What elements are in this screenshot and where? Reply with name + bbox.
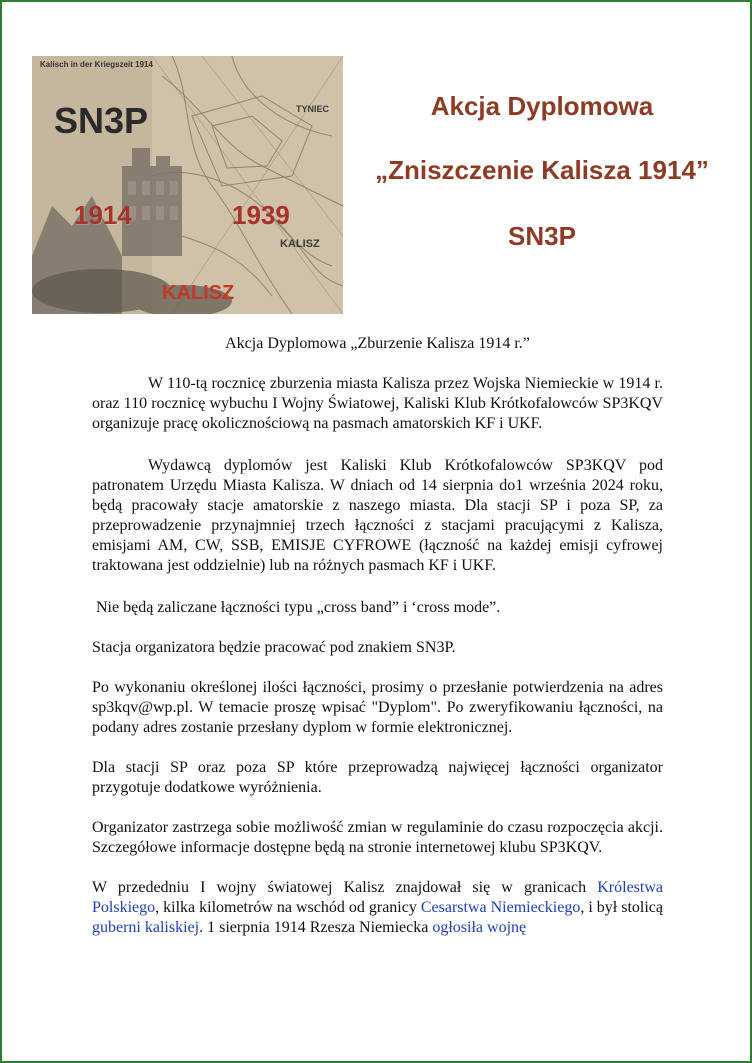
document-body	[92, 334, 663, 938]
banner-city-label: KALISZ	[162, 282, 235, 304]
banner-year-start: 1914	[74, 200, 132, 230]
history-text-3: , i był stolicą	[580, 899, 663, 916]
banner-callsign: SN3P	[54, 100, 149, 141]
map-collage-graphic	[32, 56, 343, 314]
header-banner-image	[32, 56, 343, 314]
document-heading: Akcja Dyplomowa „Zburzenie Kalisza 1914 r.”	[225, 335, 530, 352]
map-label-tyniec: TYNIEC	[296, 104, 330, 114]
link-gubernia-kaliska[interactable]: guberni kaliskiej	[92, 919, 200, 936]
paragraph-confirmation: Po wykonaniu określonej ilości łączności, prosimy o przesłanie potwierdzenia na adres sp3kqv@wp.pl. W temacie proszę wpisać "Dyplom". Po zweryfikowaniu łączności, na podany adres zostanie przesłany dyplom w formie elektronicznej.	[92, 679, 663, 736]
history-text-4: . 1 sierpnia 1914 Rzesza Niemiecka	[199, 919, 433, 936]
document-title-block	[342, 86, 742, 256]
paragraph-station: Stacja organizatora będzie pracować pod znakiem SN3P.	[92, 639, 456, 656]
title-line-2: „Zniszczenie Kalisza 1914”	[375, 155, 709, 185]
paragraph-rules-changes: Organizator zastrzega sobie możliwość zmian w regulaminie do czasu rozpoczęcia akcji. Szczegółowe informacje dostępne będą na stronie internetowej klubu SP3KQV.	[92, 819, 663, 856]
banner-caption: Kalisch in der Kriegszeit 1914	[40, 60, 153, 69]
paragraph-issuer: Wydawcą dyplomów jest Kaliski Klub Krótkofalowców SP3KQV pod patronatem Urzędu Miasta Kalisza. W dniach od 14 sierpnia do1 września 2024 roku, będą pracowały stacje amatorskie z naszego miasta. Dla stacji SP i poza SP, za przeprowadzenie przynajmniej trzech łączności z stacjami pracującymi z Kalisza, emisjami AM, CW, SSB, EMISJE CYFROWE (łączność na każdej emisji cyfrowej traktowana jest oddzielnie) lub na różnych pasmach KF i UKF.	[92, 457, 663, 574]
history-text-2: , kilka kilometrów na wschód od granicy	[155, 899, 421, 916]
title-line-3: SN3P	[508, 221, 576, 251]
paragraph-awards: Dla stacji SP oraz poza SP które przeprowadzą najwięcej łączności organizator przygotuje dodatkowe wyróżnienia.	[92, 759, 663, 796]
link-oglosila-wojne[interactable]: ogłosiła wojnę	[432, 919, 527, 936]
paragraph-history	[92, 878, 663, 938]
link-cesarstwo-niemieckie[interactable]: Cesarstwa Niemieckiego	[420, 899, 581, 916]
paragraph-anniversary: W 110-tą rocznicę zburzenia miasta Kalisza przez Wojska Niemieckie w 1914 r. oraz 110 rocznicę wybuchu I Wojny Światowej, Kaliski Klub Krótkofalowców SP3KQV organizuje pracę okolicznościową na pasmach amatorskich KF i UKF.	[92, 375, 663, 432]
link-krolestwo-polskie[interactable]: Królestwa Polskiego	[92, 879, 663, 916]
title-line-1: Akcja Dyplomowa	[430, 91, 654, 121]
history-text-1: W przededniu I wojny światowej Kalisz znajdował się w granicach	[92, 879, 598, 896]
banner-year-end: 1939	[232, 200, 290, 230]
map-label-kalisz: KALISZ	[280, 238, 320, 250]
paragraph-cross-band: Nie będą zaliczane łączności typu „cross band” i ‘cross mode”.	[96, 599, 501, 616]
